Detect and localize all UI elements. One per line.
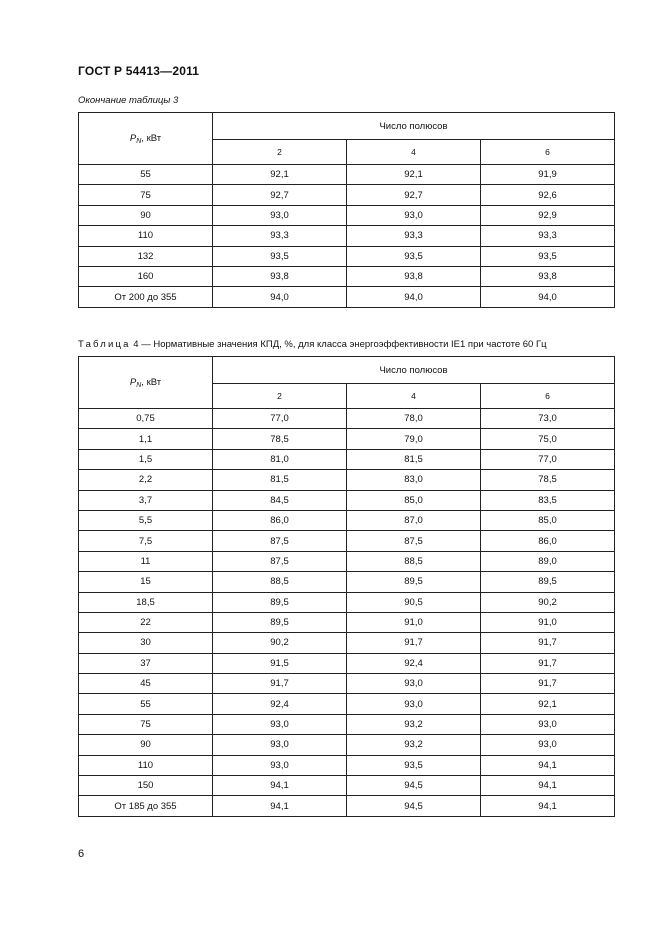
efficiency-4-poles-cell: 92,7 [347, 185, 481, 205]
efficiency-2-poles-cell: 87,5 [213, 531, 347, 551]
table-row [79, 735, 615, 755]
table-row [79, 612, 615, 632]
efficiency-6-poles-cell: 94,0 [481, 287, 615, 307]
efficiency-2-poles-cell: 93,0 [213, 714, 347, 734]
efficiency-4-poles-cell: 91,7 [347, 633, 481, 653]
efficiency-6-poles-cell: 83,5 [481, 490, 615, 510]
table-row [79, 246, 615, 266]
rated-power-cell: От 185 до 355 [79, 796, 213, 816]
efficiency-2-poles-cell: 88,5 [213, 572, 347, 592]
rated-power-cell: 1,5 [79, 449, 213, 469]
table-row [79, 674, 615, 694]
table-row [79, 592, 615, 612]
efficiency-4-poles-cell: 79,0 [347, 429, 481, 449]
efficiency-6-poles-cell: 91,9 [481, 165, 615, 185]
efficiency-4-poles-cell: 94,5 [347, 796, 481, 816]
efficiency-4-poles-cell: 93,0 [347, 694, 481, 714]
efficiency-4-poles-cell: 93,0 [347, 674, 481, 694]
efficiency-4-poles-cell: 88,5 [347, 551, 481, 571]
efficiency-4-poles-cell: 93,5 [347, 755, 481, 775]
rated-power-cell: 15 [79, 572, 213, 592]
table3-caption: Окончание таблицы 3 [78, 95, 179, 106]
poles-4-header: 4 [347, 384, 481, 409]
efficiency-6-poles-cell: 93,8 [481, 266, 615, 286]
efficiency-6-poles-cell: 91,7 [481, 674, 615, 694]
table-row [79, 226, 615, 246]
table-row [79, 449, 615, 469]
table4-caption-label: Таблица [78, 339, 131, 350]
table-row [79, 287, 615, 307]
efficiency-6-poles-cell: 89,0 [481, 551, 615, 571]
efficiency-2-poles-cell: 93,3 [213, 226, 347, 246]
efficiency-6-poles-cell: 93,0 [481, 735, 615, 755]
efficiency-2-poles-cell: 91,5 [213, 653, 347, 673]
efficiency-2-poles-cell: 77,0 [213, 409, 347, 429]
efficiency-2-poles-cell: 94,1 [213, 796, 347, 816]
efficiency-6-poles-cell: 93,3 [481, 226, 615, 246]
efficiency-4-poles-cell: 93,2 [347, 735, 481, 755]
rated-power-cell: 11 [79, 551, 213, 571]
table-row [79, 409, 615, 429]
efficiency-2-poles-cell: 93,0 [213, 735, 347, 755]
rated-power-cell: 90 [79, 735, 213, 755]
efficiency-6-poles-cell: 86,0 [481, 531, 615, 551]
efficiency-4-poles-cell: 92,4 [347, 653, 481, 673]
table4-caption-text: 4 — Нормативные значения КПД, %, для класса энергоэффективности IE1 при частоте 60 Гц [130, 339, 547, 350]
table-row [79, 490, 615, 510]
efficiency-4-poles-cell: 78,0 [347, 409, 481, 429]
efficiency-6-poles-cell: 91,7 [481, 653, 615, 673]
efficiency-2-poles-cell: 87,5 [213, 551, 347, 571]
page-number: 6 [78, 848, 85, 860]
table4-body [79, 409, 615, 817]
efficiency-2-poles-cell: 92,4 [213, 694, 347, 714]
efficiency-4-poles-cell: 94,0 [347, 287, 481, 307]
rated-power-cell: 75 [79, 714, 213, 734]
table-row [79, 796, 615, 816]
table-row [79, 266, 615, 286]
efficiency-6-poles-cell: 77,0 [481, 449, 615, 469]
rated-power-cell: 150 [79, 776, 213, 796]
efficiency-6-poles-cell: 75,0 [481, 429, 615, 449]
efficiency-2-poles-cell: 93,0 [213, 205, 347, 225]
rated-power-header: $P_N$, кВт [79, 357, 213, 409]
rated-power-cell: 55 [79, 165, 213, 185]
rated-power-cell: 160 [79, 266, 213, 286]
efficiency-table-4 [78, 356, 615, 817]
table-row [79, 165, 615, 185]
efficiency-2-poles-cell: 91,7 [213, 674, 347, 694]
efficiency-2-poles-cell: 93,5 [213, 246, 347, 266]
rated-power-cell: 0,75 [79, 409, 213, 429]
table-row [79, 653, 615, 673]
poles-6-header: 6 [481, 384, 615, 409]
efficiency-6-poles-cell: 78,5 [481, 470, 615, 490]
table4-caption [78, 339, 547, 350]
table-row [79, 429, 615, 449]
rated-power-cell: 30 [79, 633, 213, 653]
efficiency-4-poles-cell: 91,0 [347, 612, 481, 632]
efficiency-6-poles-cell: 90,2 [481, 592, 615, 612]
efficiency-2-poles-cell: 81,5 [213, 470, 347, 490]
table-row [79, 572, 615, 592]
efficiency-6-poles-cell: 92,1 [481, 694, 615, 714]
efficiency-2-poles-cell: 84,5 [213, 490, 347, 510]
efficiency-4-poles-cell: 93,5 [347, 246, 481, 266]
rated-power-cell: 7,5 [79, 531, 213, 551]
table-row [79, 510, 615, 530]
rated-power-cell: 2,2 [79, 470, 213, 490]
poles-4-header: 4 [347, 140, 481, 165]
rated-power-cell: 37 [79, 653, 213, 673]
efficiency-6-poles-cell: 93,0 [481, 714, 615, 734]
efficiency-6-poles-cell: 94,1 [481, 755, 615, 775]
efficiency-4-poles-cell: 94,5 [347, 776, 481, 796]
efficiency-4-poles-cell: 92,1 [347, 165, 481, 185]
rated-power-cell: 22 [79, 612, 213, 632]
efficiency-2-poles-cell: 89,5 [213, 612, 347, 632]
efficiency-4-poles-cell: 93,3 [347, 226, 481, 246]
efficiency-4-poles-cell: 87,5 [347, 531, 481, 551]
table-row [79, 776, 615, 796]
efficiency-4-poles-cell: 81,5 [347, 449, 481, 469]
efficiency-2-poles-cell: 94,1 [213, 776, 347, 796]
rated-power-cell: 110 [79, 755, 213, 775]
rated-power-cell: 55 [79, 694, 213, 714]
rated-power-cell: 3,7 [79, 490, 213, 510]
efficiency-6-poles-cell: 89,5 [481, 572, 615, 592]
rated-power-cell: От 200 до 355 [79, 287, 213, 307]
efficiency-6-poles-cell: 92,9 [481, 205, 615, 225]
efficiency-6-poles-cell: 92,6 [481, 185, 615, 205]
efficiency-2-poles-cell: 93,8 [213, 266, 347, 286]
poles-2-header: 2 [213, 140, 347, 165]
table-row [79, 694, 615, 714]
efficiency-4-poles-cell: 93,0 [347, 205, 481, 225]
efficiency-2-poles-cell: 89,5 [213, 592, 347, 612]
efficiency-4-poles-cell: 90,5 [347, 592, 481, 612]
efficiency-6-poles-cell: 85,0 [481, 510, 615, 530]
efficiency-2-poles-cell: 78,5 [213, 429, 347, 449]
rated-power-cell: 45 [79, 674, 213, 694]
efficiency-2-poles-cell: 90,2 [213, 633, 347, 653]
rated-power-cell: 75 [79, 185, 213, 205]
efficiency-4-poles-cell: 85,0 [347, 490, 481, 510]
efficiency-2-poles-cell: 92,1 [213, 165, 347, 185]
table-row [79, 185, 615, 205]
rated-power-cell: 18,5 [79, 592, 213, 612]
poles-2-header: 2 [213, 384, 347, 409]
document-header: ГОСТ Р 54413—2011 [78, 64, 200, 78]
efficiency-4-poles-cell: 93,2 [347, 714, 481, 734]
efficiency-4-poles-cell: 93,8 [347, 266, 481, 286]
rated-power-cell: 5,5 [79, 510, 213, 530]
table-row [79, 755, 615, 775]
table-row [79, 551, 615, 571]
table3-body [79, 165, 615, 308]
efficiency-4-poles-cell: 87,0 [347, 510, 481, 530]
efficiency-6-poles-cell: 94,1 [481, 776, 615, 796]
efficiency-4-poles-cell: 83,0 [347, 470, 481, 490]
efficiency-2-poles-cell: 81,0 [213, 449, 347, 469]
efficiency-6-poles-cell: 94,1 [481, 796, 615, 816]
table-row [79, 531, 615, 551]
efficiency-2-poles-cell: 92,7 [213, 185, 347, 205]
efficiency-4-poles-cell: 89,5 [347, 572, 481, 592]
rated-power-header: $P_N$, кВт [79, 113, 213, 165]
poles-6-header: 6 [481, 140, 615, 165]
efficiency-6-poles-cell: 91,7 [481, 633, 615, 653]
efficiency-table-3 [78, 112, 615, 308]
rated-power-cell: 132 [79, 246, 213, 266]
table-row [79, 205, 615, 225]
efficiency-6-poles-cell: 73,0 [481, 409, 615, 429]
table-row [79, 470, 615, 490]
table-row [79, 714, 615, 734]
poles-header: Число полюсов [213, 113, 615, 140]
poles-header: Число полюсов [213, 357, 615, 384]
efficiency-6-poles-cell: 91,0 [481, 612, 615, 632]
rated-power-cell: 110 [79, 226, 213, 246]
efficiency-6-poles-cell: 93,5 [481, 246, 615, 266]
efficiency-2-poles-cell: 93,0 [213, 755, 347, 775]
efficiency-2-poles-cell: 94,0 [213, 287, 347, 307]
rated-power-cell: 90 [79, 205, 213, 225]
table-row [79, 633, 615, 653]
rated-power-cell: 1,1 [79, 429, 213, 449]
efficiency-2-poles-cell: 86,0 [213, 510, 347, 530]
